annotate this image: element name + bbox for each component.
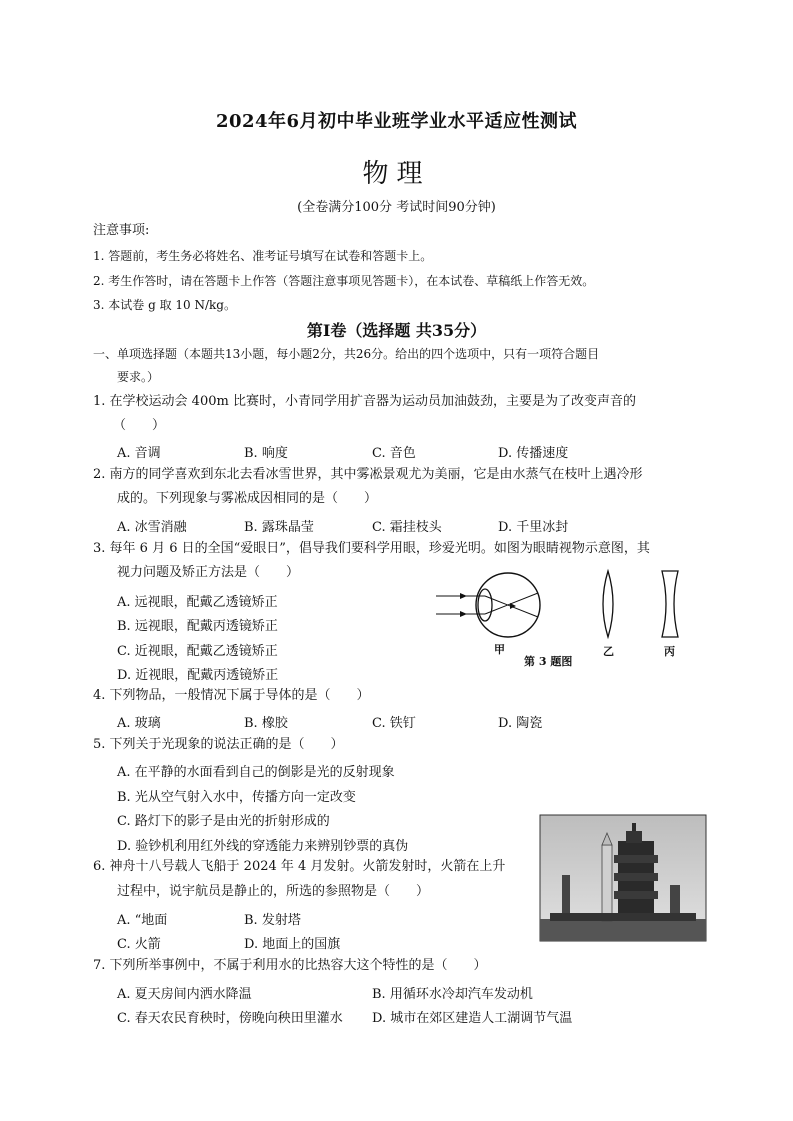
q1-option-b: B. 响度 — [244, 446, 288, 461]
q6-option-d: D. 地面上的国旗 — [244, 937, 341, 952]
q2-option-d: D. 千里冰封 — [498, 520, 569, 535]
convex-lens — [596, 569, 620, 639]
section-instruction: 一、单项选择题（本题共13小题，每小题2分，共26分。给出的四个选项中，只有一项符合题目 — [93, 347, 600, 361]
q4-option-d: D. 陶瓷 — [498, 716, 543, 731]
note-item: 3. 本试卷 g 取 10 N/kg。 — [93, 298, 236, 312]
q7-option-c: C. 春天农民育秧时，傍晚向秧田里灌水 — [117, 1011, 343, 1026]
figure-label-yi: 乙 — [603, 645, 614, 658]
q2-option-c: C. 霜挂枝头 — [372, 520, 442, 535]
q6-option-c: C. 火箭 — [117, 937, 161, 952]
rocket-launch-photo — [540, 815, 706, 941]
note-item: 2. 考生作答时，请在答题卡上作答（答题注意事项见答题卡），在本试卷、草稿纸上作答无效。 — [93, 274, 595, 288]
eye-diagram — [430, 565, 550, 645]
subject-title: 物理 — [362, 159, 431, 189]
note-item: 1. 答题前，考生务必将姓名、准考证号填写在试卷和答题卡上。 — [93, 249, 433, 263]
question-4-stem: 4. 下列物品，一般情况下属于导体的是（ ） — [93, 688, 370, 703]
question-3-stem: 3. 每年 6 月 6 日的全国“爱眼日”，倡导我们要科学用眼，珍爱光明。如图为眼睛视物示意图，其 — [93, 541, 650, 556]
section-instruction: 要求。） — [117, 370, 160, 384]
q4-option-b: B. 橡胶 — [244, 716, 288, 731]
q3-option-c: C. 近视眼，配戴乙透镜矫正 — [117, 644, 278, 659]
q4-option-c: C. 铁钉 — [372, 716, 416, 731]
q2-option-b: B. 露珠晶莹 — [244, 520, 314, 535]
q1-option-a: A. 音调 — [117, 446, 161, 461]
q3-option-d: D. 近视眼，配戴丙透镜矫正 — [117, 668, 279, 683]
notes-heading: 注意事项: — [93, 223, 150, 238]
q5-option-d: D. 验钞机利用红外线的穿透能力来辨别钞票的真伪 — [117, 839, 409, 854]
q5-option-a: A. 在平静的水面看到自己的倒影是光的反射现象 — [117, 765, 395, 780]
q6-option-a: A. “地面 — [117, 913, 168, 928]
question-2-stem: 2. 南方的同学喜欢到东北去看冰雪世界，其中雾凇景观尤为美丽，它是由水蒸气在枝叶上遇冷形 — [93, 467, 643, 482]
question-3-stem-cont: 视力问题及矫正方法是（ ） — [117, 565, 300, 580]
q6-option-b: B. 发射塔 — [244, 913, 301, 928]
question-7-stem: 7. 下列所举事例中，不属于利用水的比热容大这个特性的是（ ） — [93, 958, 487, 973]
q3-option-b: B. 远视眼，配戴丙透镜矫正 — [117, 619, 278, 634]
q3-option-a: A. 远视眼，配戴乙透镜矫正 — [117, 595, 278, 610]
figure-label-bing: 丙 — [664, 645, 675, 658]
question-6-stem-cont: 过程中，说宇航员是静止的，所选的参照物是（ ） — [117, 884, 430, 899]
q2-option-a: A. 冰雪消融 — [117, 520, 187, 535]
exam-title: 2024年6月初中毕业班学业水平适应性测试 — [215, 111, 578, 132]
question-6-stem: 6. 神舟十八号载人飞船于 2024 年 4 月发射。火箭发射时，火箭在上升 — [93, 859, 506, 874]
q4-option-a: A. 玻璃 — [117, 716, 161, 731]
section-title: 第Ⅰ卷（选择题 共35分） — [306, 321, 487, 340]
question-1-stem: 1. 在学校运动会 400m 比赛时，小青同学用扩音器为运动员加油鼓劲，主要是为了改变声音的 — [93, 394, 636, 409]
q5-option-c: C. 路灯下的影子是由光的折射形成的 — [117, 814, 330, 829]
q5-option-b: B. 光从空气射入水中，传播方向一定改变 — [117, 790, 356, 805]
question-1-bracket: （ ） — [113, 418, 166, 433]
figure-caption: 第 3 题图 — [524, 655, 573, 668]
concave-lens — [658, 569, 682, 639]
q7-option-d: D. 城市在郊区建造人工湖调节气温 — [372, 1011, 573, 1026]
question-5-stem: 5. 下列关于光现象的说法正确的是（ ） — [93, 737, 344, 752]
q1-option-c: C. 音色 — [372, 446, 416, 461]
q7-option-b: B. 用循环水冷却汽车发动机 — [372, 987, 533, 1002]
exam-info: (全卷满分100分 考试时间90分钟) — [297, 200, 496, 215]
q7-option-a: A. 夏天房间内洒水降温 — [117, 987, 252, 1002]
q1-option-d: D. 传播速度 — [498, 446, 569, 461]
figure-label-jia: 甲 — [494, 643, 505, 656]
question-2-stem-cont: 成的。下列现象与雾凇成因相同的是（ ） — [117, 491, 378, 506]
